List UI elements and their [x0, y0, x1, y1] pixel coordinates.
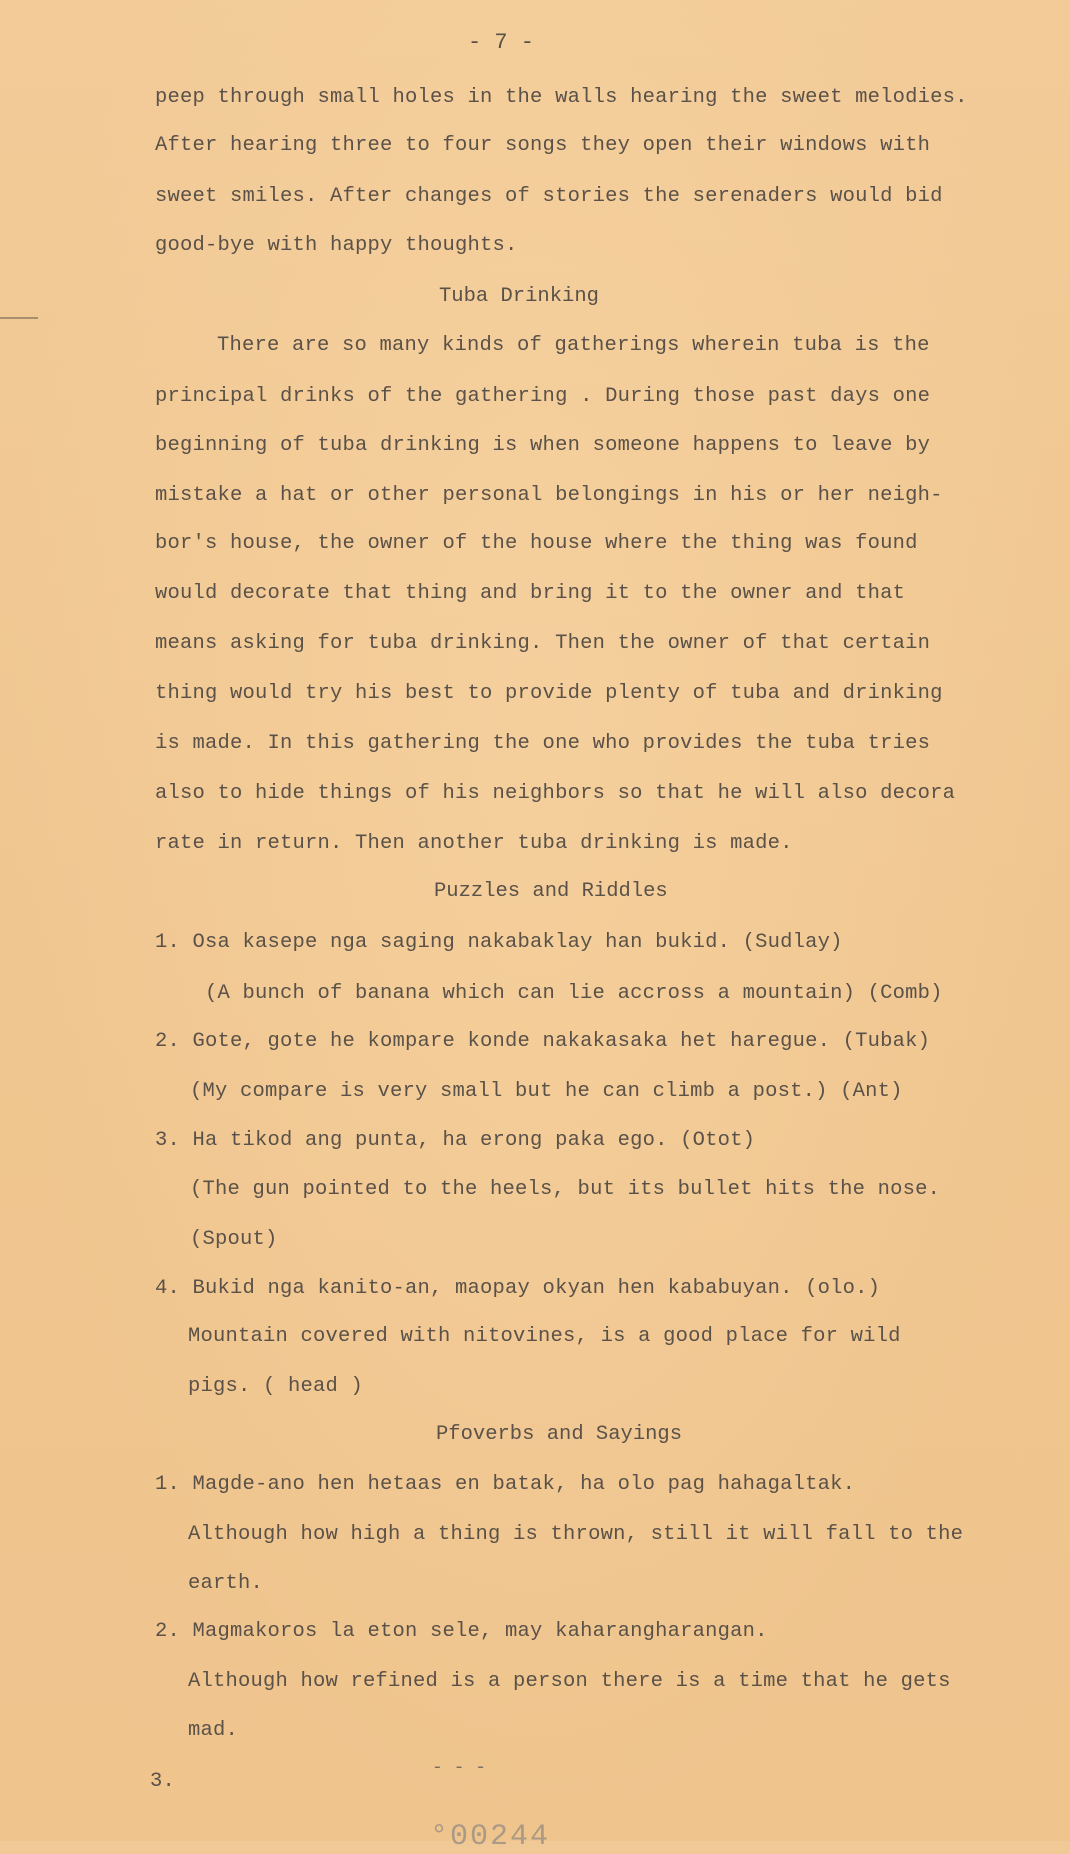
- riddle-line: Mountain covered with nitovines, is a good place for wild: [188, 1325, 901, 1348]
- body-line: means asking for tuba drinking. Then the owner of that certain: [155, 632, 931, 655]
- section-heading-proverbs: Pfoverbs and Sayings: [436, 1423, 683, 1446]
- riddle-line: 1. Osa kasepe nga saging nakabaklay han bukid. (Sudlay): [155, 931, 843, 954]
- section-heading-puzzles: Puzzles and Riddles: [434, 880, 668, 903]
- body-line: After hearing three to four songs they open their windows with: [155, 134, 931, 157]
- body-line: There are so many kinds of gatherings wherein tuba is the: [217, 334, 930, 357]
- riddle-line: (Spout): [190, 1228, 278, 1251]
- body-line: bor's house, the owner of the house where the thing was found: [155, 532, 918, 555]
- proverb-line: 1. Magde-ano hen hetaas en batak, ha olo pag hahagaltak.: [155, 1473, 856, 1496]
- section-heading-tuba-drinking: Tuba Drinking: [439, 285, 599, 308]
- proverb-line: Although how high a thing is thrown, still it will fall to the: [188, 1523, 964, 1546]
- margin-mark: [0, 317, 38, 319]
- body-line: peep through small holes in the walls hearing the sweet melodies.: [155, 86, 968, 109]
- archive-stamp: °00244: [430, 1820, 551, 1854]
- body-line: beginning of tuba drinking is when someone happens to leave by: [155, 434, 931, 457]
- riddle-line: (My compare is very small but he can climb a post.) (Ant): [190, 1080, 903, 1103]
- riddle-line: (A bunch of banana which can lie accross a mountain) (Comb): [205, 982, 943, 1005]
- riddle-line: 4. Bukid nga kanito-an, maopay okyan hen kababuyan. (olo.): [155, 1277, 881, 1300]
- body-line: mistake a hat or other personal belongings in his or her neigh-: [155, 484, 943, 507]
- body-line: principal drinks of the gathering . During those past days one: [155, 385, 931, 408]
- proverb-line: 3.: [150, 1770, 176, 1793]
- body-line: is made. In this gathering the one who provides the tuba tries: [155, 732, 931, 755]
- page-number: - 7 -: [468, 30, 535, 55]
- dash-mark: - - -: [432, 1758, 487, 1778]
- proverb-line: 2. Magmakoros la eton sele, may kaharangharangan.: [155, 1620, 768, 1643]
- body-line: also to hide things of his neighbors so that he will also decora: [155, 782, 956, 805]
- riddle-line: 3. Ha tikod ang punta, ha erong paka ego. (Otot): [155, 1129, 756, 1152]
- riddle-line: pigs. ( head ): [188, 1375, 364, 1398]
- proverb-line: earth.: [188, 1572, 264, 1595]
- body-line: would decorate that thing and bring it to the owner and that: [155, 582, 906, 605]
- body-line: good-bye with happy thoughts.: [155, 234, 518, 257]
- proverb-line: mad.: [188, 1719, 239, 1742]
- body-line: sweet smiles. After changes of stories the serenaders would bid: [155, 185, 943, 208]
- riddle-line: (The gun pointed to the heels, but its bullet hits the nose.: [190, 1178, 941, 1201]
- riddle-line: 2. Gote, gote he kompare konde nakakasaka het haregue. (Tubak): [155, 1030, 931, 1053]
- proverb-line: Although how refined is a person there is a time that he gets: [188, 1670, 951, 1693]
- body-line: thing would try his best to provide plenty of tuba and drinking: [155, 682, 943, 705]
- body-line: rate in return. Then another tuba drinking is made.: [155, 832, 793, 855]
